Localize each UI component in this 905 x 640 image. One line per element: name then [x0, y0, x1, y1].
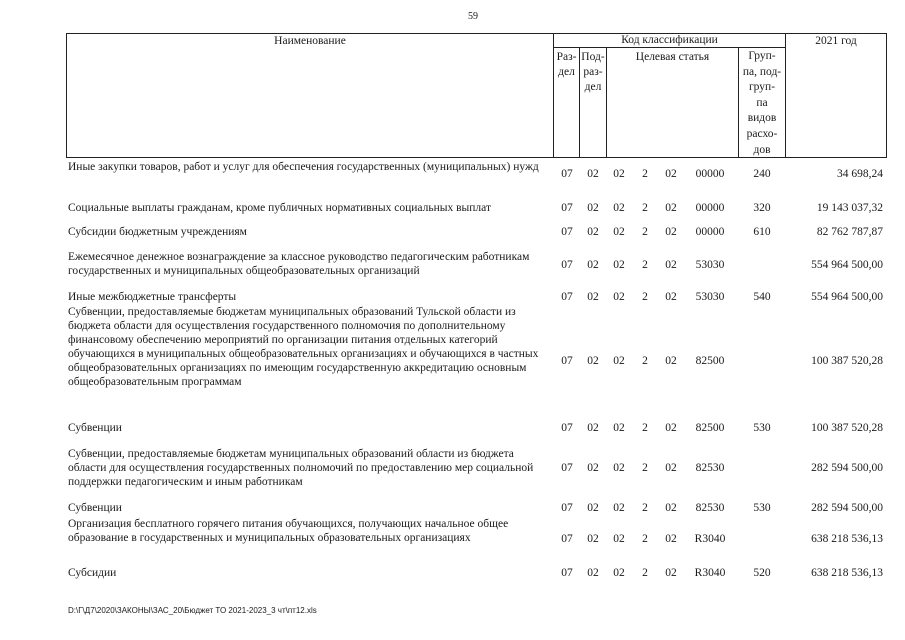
podrazdel-code: 02 [587, 502, 599, 514]
row-amount: 638 218 536,13 [811, 533, 883, 545]
target-part4-code: 00000 [695, 202, 725, 214]
target-part2-code: 2 [642, 168, 648, 180]
podrazdel-code: 02 [587, 422, 599, 434]
razdel-code: 07 [561, 422, 573, 434]
header-col-right [886, 33, 887, 158]
target-part4-code: 00000 [695, 226, 725, 238]
group-code: 530 [753, 502, 771, 514]
row-name: Субвенции, предоставляемые бюджетам муниципальных образований Тульской области из бюджета области для осуществления государственного полномочия по дополнительному финансовому обеспечению мероприятий по организации питания отдельных категорий обучающихся в муниципальных общеобразовательных организациях и обучающихся в частных общеобразовательных организациях по имеющим государственную аккредитацию основным общеобразовательным программам [68, 306, 539, 388]
target-part2-code: 2 [642, 502, 648, 514]
target-part3-code: 02 [665, 355, 677, 367]
row-amount: 34 698,24 [837, 168, 883, 180]
podrazdel-code: 02 [587, 202, 599, 214]
group-code: 610 [753, 226, 771, 238]
group-code: 530 [753, 422, 771, 434]
header-podrazdel: Под- раз- дел [581, 51, 605, 93]
target-part4-code: 82500 [695, 422, 725, 434]
target-part2-code: 2 [642, 202, 648, 214]
target-part3-code: 02 [665, 168, 677, 180]
row-name: Социальные выплаты гражданам, кроме публичных нормативных социальных выплат [68, 202, 491, 214]
row-amount: 282 594 500,00 [811, 462, 883, 474]
row-amount: 638 218 536,13 [811, 567, 883, 579]
target-part1-code: 02 [613, 533, 625, 545]
target-part1-code: 02 [613, 202, 625, 214]
header-col-group-end [785, 33, 786, 158]
row-amount: 82 762 787,87 [816, 226, 883, 238]
header-name: Наименование [274, 35, 346, 47]
target-part2-code: 2 [642, 291, 648, 303]
file-path-footer: D:\Г\Д7\2020\ЗАКОНЫ\ЗАС_20\Бюджет ТО 2021-2023_3 чт\пт12.xls [68, 606, 317, 615]
podrazdel-code: 02 [587, 355, 599, 367]
target-part3-code: 02 [665, 226, 677, 238]
group-code: 320 [753, 202, 771, 214]
row-name: Иные межбюджетные трансферты [68, 291, 237, 303]
row-amount: 282 594 500,00 [811, 502, 883, 514]
target-part1-code: 02 [613, 567, 625, 579]
target-part1-code: 02 [613, 502, 625, 514]
group-code: 540 [753, 291, 771, 303]
row-name: Субсидии бюджетным учреждениям [68, 226, 247, 238]
row-amount: 19 143 037,32 [816, 202, 883, 214]
target-part1-code: 02 [613, 168, 625, 180]
target-part2-code: 2 [642, 567, 648, 579]
target-part3-code: 02 [665, 502, 677, 514]
podrazdel-code: 02 [587, 533, 599, 545]
podrazdel-code: 02 [587, 462, 599, 474]
target-part2-code: 2 [642, 226, 648, 238]
header-classification: Код классификации [621, 34, 718, 46]
podrazdel-code: 02 [587, 259, 599, 271]
target-part1-code: 02 [613, 462, 625, 474]
row-name: Субвенции [68, 422, 122, 434]
group-code: 240 [753, 168, 771, 180]
target-part1-code: 02 [613, 291, 625, 303]
razdel-code: 07 [561, 259, 573, 271]
razdel-code: 07 [561, 533, 573, 545]
page-number: 59 [468, 11, 478, 22]
target-part1-code: 02 [613, 355, 625, 367]
row-name: Субвенции, предоставляемые бюджетам муниципальных образований области из бюджета области для осуществления государственных полномочий по предоставлению мер социальной поддержки педагогическим и иным работникам [68, 448, 534, 488]
row-name: Ежемесячное денежное вознаграждение за классное руководство педагогическим работникам государственных и муниципальных общеобразовательных организаций [68, 251, 530, 277]
target-part3-code: 02 [665, 202, 677, 214]
razdel-code: 07 [561, 168, 573, 180]
razdel-code: 07 [561, 291, 573, 303]
target-part1-code: 02 [613, 259, 625, 271]
target-part3-code: 02 [665, 567, 677, 579]
header-year: 2021 год [815, 35, 857, 47]
razdel-code: 07 [561, 567, 573, 579]
target-part3-code: 02 [665, 291, 677, 303]
target-part4-code: R3040 [694, 533, 726, 545]
target-part2-code: 2 [642, 533, 648, 545]
razdel-code: 07 [561, 355, 573, 367]
target-part1-code: 02 [613, 422, 625, 434]
target-part4-code: 82500 [695, 355, 725, 367]
target-part1-code: 02 [613, 226, 625, 238]
razdel-code: 07 [561, 226, 573, 238]
target-part2-code: 2 [642, 355, 648, 367]
podrazdel-code: 02 [587, 567, 599, 579]
target-part3-code: 02 [665, 462, 677, 474]
target-part2-code: 2 [642, 462, 648, 474]
target-part4-code: 00000 [695, 168, 725, 180]
row-amount: 100 387 520,28 [811, 422, 883, 434]
target-part4-code: 82530 [695, 462, 725, 474]
header-target: Целевая статья [635, 51, 710, 63]
target-part3-code: 02 [665, 422, 677, 434]
group-code: 520 [753, 567, 771, 579]
target-part4-code: 82530 [695, 502, 725, 514]
target-part4-code: 53030 [695, 259, 725, 271]
target-part2-code: 2 [642, 422, 648, 434]
row-amount: 554 964 500,00 [811, 259, 883, 271]
target-part3-code: 02 [665, 533, 677, 545]
row-name: Организация бесплатного горячего питания обучающихся, получающих начальное общее образование в государственных и муниципальных образовательных организациях [68, 518, 509, 544]
header-group: Груп- па, под- груп- па видов расхо- дов [742, 50, 782, 156]
target-part4-code: R3040 [694, 567, 726, 579]
target-part2-code: 2 [642, 259, 648, 271]
podrazdel-code: 02 [587, 168, 599, 180]
row-amount: 554 964 500,00 [811, 291, 883, 303]
row-name: Субсидии [68, 567, 117, 579]
razdel-code: 07 [561, 462, 573, 474]
podrazdel-code: 02 [587, 226, 599, 238]
row-name: Субвенции [68, 502, 122, 514]
target-part3-code: 02 [665, 259, 677, 271]
razdel-code: 07 [561, 202, 573, 214]
header-col-left [66, 33, 67, 158]
podrazdel-code: 02 [587, 291, 599, 303]
header-razdel: Раз- дел [556, 51, 577, 78]
razdel-code: 07 [561, 502, 573, 514]
row-name: Иные закупки товаров, работ и услуг для обеспечения государственных (муниципальных) нужд [68, 161, 539, 173]
target-part4-code: 53030 [695, 291, 725, 303]
row-amount: 100 387 520,28 [811, 355, 883, 367]
